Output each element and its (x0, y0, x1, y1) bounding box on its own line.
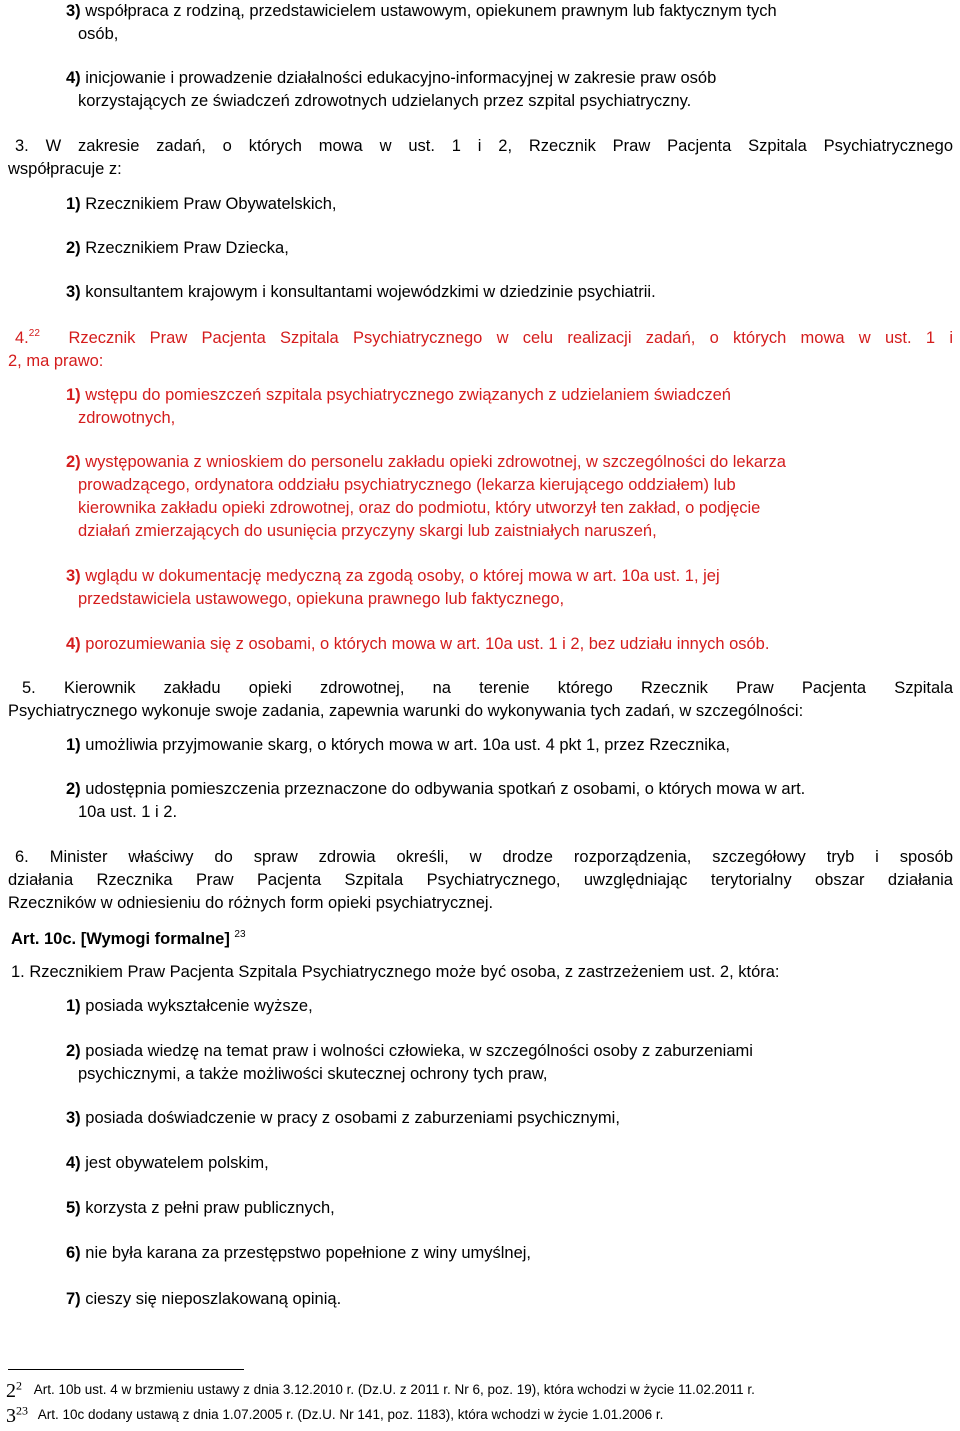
paragraph-6-line: Rzeczników w odniesieniu do różnych form opieki psychiatrycznej. (8, 894, 494, 912)
article-heading: Art. 10c. [Wymogi formalne] $^{23}$ (11, 929, 246, 948)
list-item-continuation: 10a ust. 1 i 2. (78, 803, 178, 821)
list-item: 6) nie była karana za przestępstwo popełnione z winy umyślnej, (66, 1244, 532, 1262)
paragraph-4-line: 2, ma prawo: (8, 352, 104, 370)
list-item-continuation: kierownika zakładu opieki zdrowotnej, oraz do podmiotu, który utworzył ten zakład, o podjęcie (78, 499, 761, 517)
list-item: 1) umożliwia przyjmowanie skarg, o których mowa w art. 10a ust. 4 pkt 1, przez Rzecznika, (66, 736, 730, 754)
list-item: 3) współpraca z rodziną, przedstawicielem ustawowym, opiekunem prawnym lub faktycznym tych (66, 2, 777, 20)
list-item: 4) inicjowanie i prowadzenie działalności edukacyjno-informacyjnej w zakresie praw osób (66, 69, 717, 87)
list-item: 7) cieszy się nieposzlakowaną opinią. (66, 1290, 342, 1308)
paragraph-6-line: 6. Minister właściwy do spraw zdrowia określi, w drodze rozporządzenia, szczegółowy tryb i sposób (15, 848, 953, 866)
list-item: 3) wglądu w dokumentację medyczną za zgodą osoby, o której mowa w art. 10a ust. 1, jej (66, 567, 720, 585)
paragraph-3-line: 3. W zakresie zadań, o których mowa w ust. 1 i 2, Rzecznik Praw Pacjenta Szpitala Psychiatrycznego (15, 137, 953, 155)
paragraph-5-line: 5. Kierownik zakładu opieki zdrowotnej, na terenie którego Rzecznik Praw Pacjenta Szpitala (22, 679, 953, 697)
list-item: 2) występowania z wnioskiem do personelu zakładu opieki zdrowotnej, w szczególności do lekarza (66, 453, 786, 471)
list-item-continuation: psychicznymi, a także możliwości skutecznej ochrony tych praw, (78, 1065, 548, 1083)
list-item: 4) jest obywatelem polskim, (66, 1154, 269, 1172)
list-item: 5) korzysta z pełni praw publicznych, (66, 1199, 335, 1217)
list-item: 2) posiada wiedzę na temat praw i wolności człowieka, w szczególności osoby z zaburzeniami (66, 1042, 753, 1060)
list-item: 3) posiada doświadczenie w pracy z osobami z zaburzeniami psychicznymi, (66, 1109, 620, 1127)
footnote-separator (8, 1369, 244, 1370)
list-item-continuation: korzystających ze świadczeń zdrowotnych udzielanych przez szpital psychiatryczny. (78, 92, 692, 110)
paragraph-4-line: 4.22 Rzecznik Praw Pacjenta Szpitala Psychiatrycznego w celu realizacji zadań, o których mowa w ust. 1 i (15, 328, 953, 347)
list-item: 2) Rzecznikiem Praw Dziecka, (66, 239, 289, 257)
list-item-continuation: prowadzącego, ordynatora oddziału psychiatrycznego (lekarza kierującego oddziałem) lub (78, 476, 736, 494)
list-item-continuation: przedstawiciela ustawowego, opiekuna prawnego lub faktycznego, (78, 590, 565, 608)
list-item: 1) wstępu do pomieszczeń szpitala psychiatrycznego związanych z udzielaniem świadczeń (66, 386, 731, 404)
list-item: 1) posiada wykształcenie wyższe, (66, 997, 313, 1015)
list-item-continuation: osób, (78, 25, 119, 43)
footnote: $3^{23}$ Art. 10c dodany ustawą z dnia 1.07.2005 r. (Dz.U. Nr 141, poz. 1183), która wchodzi w życie 1.01.2006 r. (6, 1403, 664, 1427)
list-item: 2) udostępnia pomieszczenia przeznaczone do odbywania spotkań z osobami, o których mowa w art. (66, 780, 806, 798)
list-item: 3) konsultantem krajowym i konsultantami wojewódzkimi w dziedzinie psychiatrii. (66, 283, 656, 301)
list-item: 1) Rzecznikiem Praw Obywatelskich, (66, 195, 337, 213)
footnote-ref[interactable]: 23 (234, 929, 246, 940)
paragraph-6-line: działania Rzecznika Praw Pacjenta Szpitala Psychiatrycznego, uwzględniając terytorialny obszar działania (8, 871, 953, 889)
list-item-continuation: zdrowotnych, (78, 409, 176, 427)
paragraph-1-line: 1. Rzecznikiem Praw Pacjenta Szpitala Psychiatrycznego może być osoba, z zastrzeżeniem ust. 2, która: (11, 963, 780, 981)
list-item-continuation: działań zmierzających do usunięcia przyczyny skargi lub zaistniałych naruszeń, (78, 522, 657, 540)
paragraph-3-line: współpracuje z: (8, 160, 122, 178)
footnote-ref[interactable]: 22 (28, 328, 40, 339)
list-item: 4) porozumiewania się z osobami, o których mowa w art. 10a ust. 1 i 2, bez udziału innych osób. (66, 635, 770, 653)
footnote: $2^2$ Art. 10b ust. 4 w brzmieniu ustawy z dnia 3.12.2010 r. (Dz.U. z 2011 r. Nr 6, poz. 19), która wchodzi w życie 11.02.2011 r. (6, 1378, 755, 1402)
paragraph-5-line: Psychiatrycznego wykonuje swoje zadania, zapewnia warunki do wykonywania tych zadań, w szczególności: (8, 702, 804, 720)
